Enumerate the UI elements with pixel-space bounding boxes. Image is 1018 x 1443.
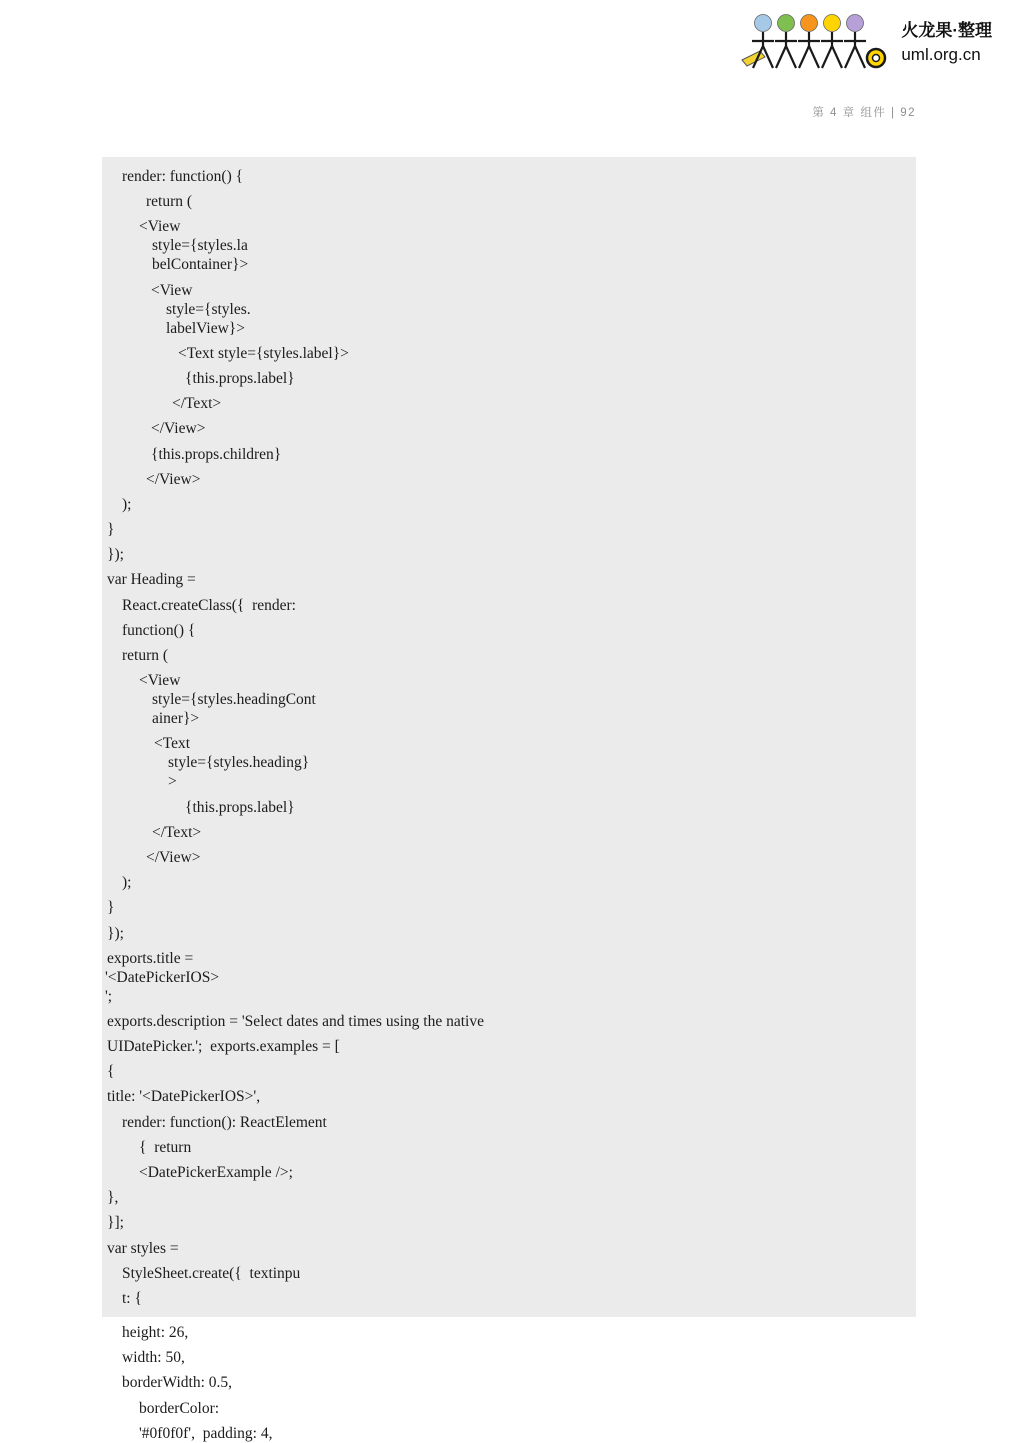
figure-head-blue: [755, 15, 772, 32]
code-line: style={styles.la: [152, 237, 248, 255]
code-line: <DatePickerExample />;: [139, 1164, 293, 1181]
code-line: {this.props.label}: [185, 369, 295, 387]
code-line: {this.props.children}: [151, 445, 282, 463]
code-line: }: [107, 521, 115, 539]
code-line: borderWidth: 0.5,: [122, 1374, 233, 1392]
code-line: </View>: [146, 848, 201, 866]
code-line: </Text>: [172, 395, 222, 413]
code-line: title: '<DatePickerIOS>',: [107, 1088, 261, 1106]
code-line: style={styles.heading}: [168, 754, 310, 772]
code-block: [102, 157, 916, 1317]
magnifier-lens-center: [873, 55, 880, 62]
code-line: borderColor:: [139, 1399, 220, 1417]
brand-text: [901, 20, 992, 66]
code-line: '#0f0f0f', padding: 4,: [139, 1424, 273, 1442]
code-line: var styles =: [107, 1239, 179, 1257]
code-line: </View>: [146, 470, 201, 488]
figure-head-yellow: [824, 15, 841, 32]
code-line: <View: [139, 218, 181, 236]
chapter-page-number: 第 4 章 组件 | 92: [812, 107, 916, 119]
page-content: [102, 157, 916, 1443]
code-line: });: [107, 924, 124, 942]
code-line: t: {: [122, 1289, 142, 1307]
code-line: >: [168, 773, 177, 791]
figure-bodies: [752, 32, 866, 68]
code-line: render: function() {: [122, 168, 244, 185]
code-line: React.createClass({ render:: [122, 596, 296, 614]
code-line: function() {: [122, 621, 196, 639]
code-line: </View>: [151, 420, 206, 438]
code-line: render: function(): ReactElement: [122, 1113, 327, 1131]
brand-logo: [741, 12, 992, 74]
code-line: {this.props.label}: [185, 798, 295, 816]
code-line: }];: [107, 1214, 124, 1232]
code-line: <View: [139, 672, 181, 690]
code-line: ';: [105, 987, 113, 1005]
code-line: var Heading =: [107, 571, 196, 589]
code-line: labelView}>: [166, 319, 245, 337]
code-line: <Text style={styles.label}>: [178, 344, 349, 362]
code-line: );: [122, 495, 132, 513]
figure-head-green: [778, 15, 795, 32]
code-continuation: [102, 1317, 916, 1443]
code-line: },: [107, 1189, 119, 1207]
code-line: width: 50,: [122, 1349, 185, 1367]
logo-figures-icon: [741, 12, 891, 74]
code-line: style={styles.headingCont: [152, 691, 316, 709]
code-line: height: 26,: [122, 1323, 189, 1341]
pencil-icon: [742, 51, 765, 66]
code-line: }: [107, 899, 115, 917]
code-line: </Text>: [152, 823, 202, 841]
brand-url: uml.org.cn: [901, 45, 981, 64]
code-line: );: [122, 874, 132, 892]
code-line: belContainer}>: [152, 256, 249, 274]
figure-head-purple: [847, 15, 864, 32]
code-line: {: [107, 1063, 115, 1081]
brand-name: 火龙果·整理: [901, 20, 992, 40]
code-line: ainer}>: [152, 710, 200, 728]
code-line: UIDatePicker.'; exports.examples = [: [107, 1038, 340, 1056]
code-line: <View: [151, 281, 193, 299]
code-line: return (: [146, 193, 193, 211]
code-line: return (: [122, 647, 169, 664]
code-line: <Text: [154, 735, 191, 753]
code-line: exports.title =: [107, 949, 194, 967]
figure-head-orange: [801, 15, 818, 32]
code-line: { return: [139, 1138, 192, 1156]
code-line: exports.description = 'Select dates and times using the native: [107, 1012, 484, 1030]
code-line: style={styles.: [166, 300, 251, 318]
code-line: });: [107, 546, 124, 564]
code-line: StyleSheet.create({ textinpu: [122, 1264, 301, 1282]
code-line: '<DatePickerIOS>: [105, 968, 220, 986]
